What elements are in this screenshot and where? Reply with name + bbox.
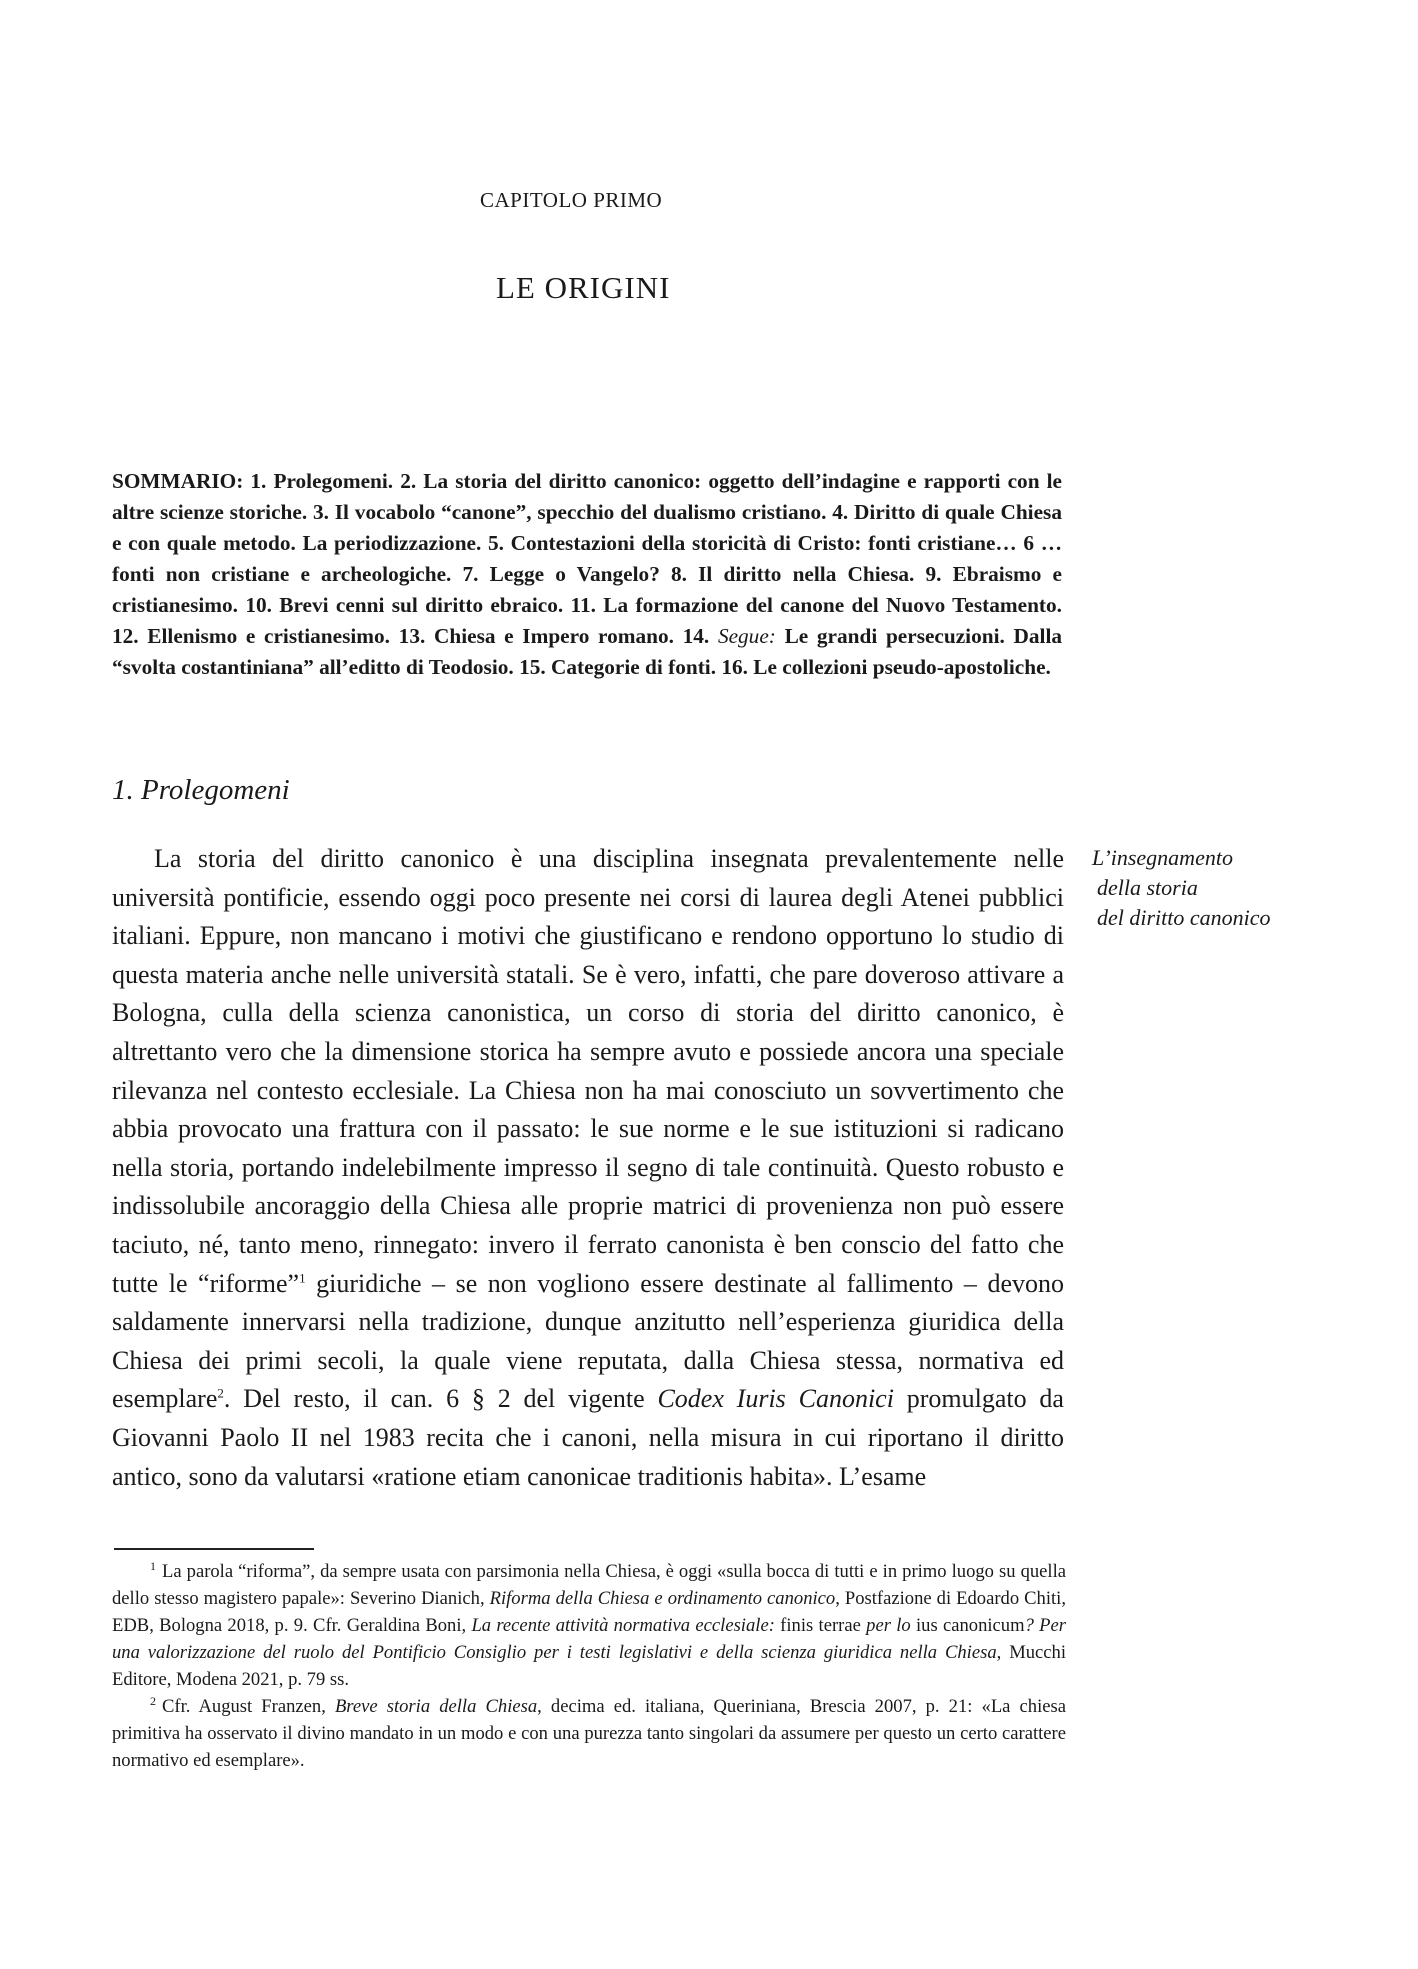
margin-note (1092, 843, 1332, 933)
body-text-part1: La storia del diritto canonico è una disciplina insegnata prevalentemente nelle università pontificie, essendo oggi poco presente nei corsi di laurea degli Atenei pubblici italiani. Eppure, non mancano i motivi che giustificano e rendono opportuno lo studio di questa materia anche nelle università statali. Se è vero, infatti, che pare doveroso attivare a Bologna, culla della scienza canonistica, un corso di storia del diritto canonico, è altrettanto vero che la dimensione storica ha sempre avuto e possiede ancora una speciale rilevanza nel contesto ecclesiale. La Chiesa non ha mai conosciuto un sovvertimento che abbia provocato una frattura con il passato: le sue norme e le sue istituzioni si radicano nella storia, portando indelebilmente impresso il segno di tale continuità. Questo robusto e indissolubile ancoraggio della Chiesa alle proprie matrici di provenienza non può essere taciuto, né, tanto meno, rinnegato: invero il ferrato canonista è ben conscio del fatto che tutte le “riforme” (112, 844, 1064, 1298)
footnote-1-italic-c: per lo (866, 1615, 911, 1636)
footnotes (112, 1558, 1066, 1774)
body-text (112, 840, 1064, 1496)
margin-note-line-2: della storia (1097, 875, 1198, 900)
footnote-1-text-b: , Postfazione di Edoardo Chiti, EDB, Bologna 2018, p. 9. Cfr. Geraldina Boni, (112, 1588, 1066, 1636)
chapter-label: CAPITOLO PRIMO (480, 188, 663, 212)
footnote-2 (112, 1693, 1066, 1774)
chapter-title: LE ORIGINI (496, 270, 671, 305)
body-text-part2: giuridiche – se non vogliono essere destinate al fallimento – devono saldamente innervarsi nella tradizione, dunque anzitutto nell’esperienza giuridica della Chiesa dei primi secoli, la quale viene reputata, dalla Chiesa stessa, normativa ed esemplare (112, 1268, 1064, 1414)
body-text-part4: promulgato da Giovanni Paolo II nel 1983 recita che i canoni, nella misura in cui riportano il diritto antico, sono da valutarsi «ratione etiam canonicae traditionis habita». L’esame (112, 1384, 1064, 1491)
footnote-1-italic-b: La recente attività normativa ecclesiale: (471, 1615, 775, 1636)
footnote-2-text-a: Cfr. August Franzen, (162, 1696, 335, 1717)
body-italic-codex: Codex Iuris Canonici (657, 1384, 894, 1414)
chapter-summary (112, 466, 1062, 683)
footnote-ref-1[interactable]: 1 (299, 1269, 306, 1285)
summary-text-start: SOMMARIO: 1. Prolegomeni. 2. La storia del diritto canonico: oggetto dell’indagine e rapporti con le altre scienze storiche. 3. Il vocabolo “canone”, specchio del dualismo cristiano. 4. Diritto di quale Chiesa e con quale metodo. La periodizzazione. 5. Contestazioni della storicità di Cristo: fonti cristiane… 6 … fonti non cristiane e archeologiche. 7. Legge o Vangelo? 8. Il diritto nella Chiesa. 9. Ebraismo e cristianesimo. 10. Brevi cenni sul diritto ebraico. 11. La formazione del canone del Nuovo Testamento. 12. Ellenismo e cristianesimo. 13. Chiesa e Impero romano. 14. (112, 469, 1062, 648)
footnote-divider (114, 1548, 314, 1550)
footnote-ref-2[interactable]: 2 (217, 1385, 224, 1401)
footnote-1-italic-a: Riforma della Chiesa e ordinamento canonico (489, 1588, 836, 1609)
footnote-1-text-c: finis terrae (774, 1615, 867, 1636)
body-paragraph (112, 840, 1064, 1496)
margin-note-line-1: L’insegnamento (1092, 845, 1233, 870)
footnote-1-italic-d: ? Per una valorizzazione del ruolo del Pontificio Consiglio per i testi legislativi e della scienza giuridica nella Chiesa (112, 1615, 1067, 1663)
footnote-2-text-b: , decima ed. italiana, Queriniana, Brescia 2007, p. 21: «La chiesa primitiva ha osservato il divino mandato in un modo e con una purezza tanto singolari da assumere per questo un certo carattere normativo ed esemplare». (112, 1696, 1066, 1771)
summary-italic-segue: Segue: (717, 624, 776, 648)
section-heading: 1. Prolegomeni (112, 774, 290, 806)
footnote-1-text-e: , Mucchi Editore, Modena 2021, p. 79 ss. (112, 1642, 1066, 1690)
body-text-part3: . Del resto, il can. 6 § 2 del vigente (223, 1384, 658, 1414)
footnote-1-number: 1 (150, 1558, 156, 1573)
footnote-2-number: 2 (150, 1693, 156, 1708)
footnote-2-italic-a: Breve storia della Chiesa (334, 1696, 538, 1717)
summary-text-end: Le grandi persecuzioni. Dalla “svolta costantiniana” all’editto di Teodosio. 15. Categorie di fonti. 16. Le collezioni pseudo-apostoliche. (112, 624, 1063, 679)
footnote-1-text-d: ius canonicum (910, 1615, 1025, 1636)
footnote-1-text-a: La parola “riforma”, da sempre usata con parsimonia nella Chiesa, è oggi «sulla bocca di tutti e in primo luogo su quella dello stesso magistero papale»: Severino Dianich, (112, 1561, 1066, 1609)
margin-note-line-3: del diritto canonico (1097, 905, 1271, 930)
footnote-1 (112, 1558, 1066, 1693)
